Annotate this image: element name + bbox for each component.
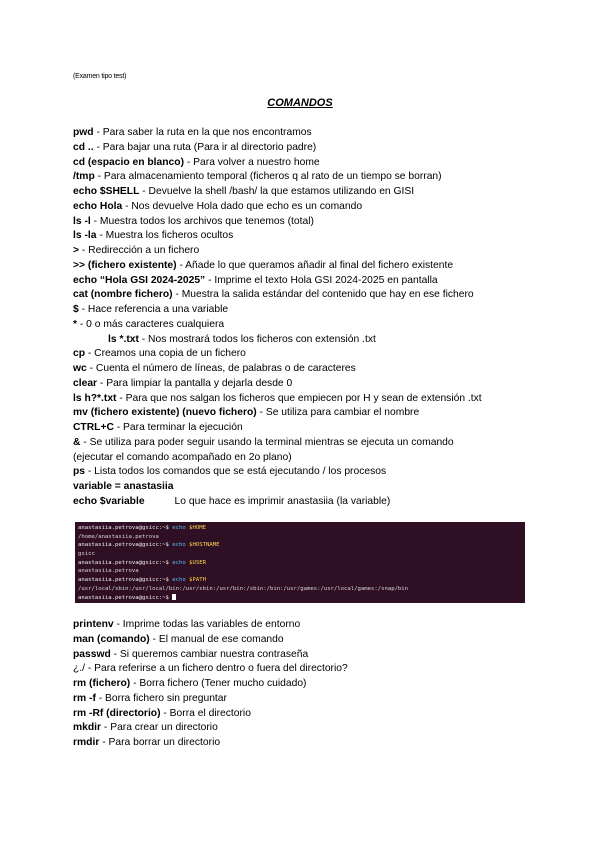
command-desc: - Devuelve la shell /bash/ la que estamos utilizando en GISI [139,186,415,197]
terminal-output: anastasiia.petrova [78,568,139,575]
command-desc: - Cuenta el número de líneas, de palabras o de caracteres [86,363,356,374]
terminal-line [78,541,522,550]
command-line [73,377,593,392]
command-desc: - Creamos una copia de un fichero [85,348,246,360]
command-name: printenv [73,619,114,630]
command-line [73,229,593,244]
command-line [73,736,593,751]
terminal-command: echo [172,577,190,584]
command-name: * [73,318,78,330]
command-desc: - Para saber la ruta en la que nos encontramos [93,127,312,138]
command-name: clear [73,377,98,389]
terminal-output: /home/anastasiia.petrova [78,533,159,540]
command-name: variable = anastasiia [73,481,174,492]
terminal-prompt: anastasiia.petrova@gsicc:~$ [78,594,173,601]
command-desc: - Muestra los ficheros ocultos [96,230,234,242]
command-line [73,288,593,303]
command-line [73,677,593,692]
command-line [73,707,593,722]
command-line [73,633,593,648]
command-desc: - Borra fichero sin preguntar [95,692,227,704]
commands-list [73,126,593,510]
command-desc: - Si queremos cambiar nuestra contraseña [110,648,309,660]
command-line [73,215,593,230]
terminal-cursor [172,594,176,600]
command-name: mv (fichero existente) (nuevo fichero) [73,407,257,419]
command-name: & [73,436,81,448]
command-desc: - Nos mostrará todos los ficheros con extensión .txt [138,333,376,345]
command-desc: - Para bajar una ruta (Para ir al directorio padre) [93,141,317,153]
command-line [73,436,593,451]
command-name: /tmp [73,171,95,183]
command-desc: (ejecutar el comando acompañado en 2o plano) [73,451,292,463]
page-title: COMANDOS [267,97,333,109]
command-name: echo $variable [73,495,145,507]
command-name: cp [73,348,86,360]
command-line [73,406,593,421]
command-name: ls -la [73,230,97,242]
terminal-output: gsicc [78,551,95,558]
command-line [73,274,593,289]
terminal-variable: $PATH [189,577,206,584]
command-line [73,156,593,171]
terminal-variable: $HOME [189,525,206,531]
command-line [73,141,593,156]
command-line [73,333,593,348]
command-name: ls h?*.txt [73,392,117,404]
command-name: rm -Rf (directorio) [73,707,161,719]
command-name: rm -f [73,692,96,704]
command-line [73,303,593,318]
command-desc: - Para crear un directorio [101,722,218,734]
command-name: echo “Hola GSI 2024-2025” [73,274,206,286]
command-line [73,495,593,510]
terminal-line [78,576,522,585]
terminal-prompt: anastasiia.petrova@gsicc:~$ [78,542,173,549]
command-name: CTRL+C [73,422,114,433]
command-name: mkdir [73,722,102,734]
terminal-line [78,524,522,533]
command-line [73,392,593,407]
command-desc: ¿./ - Para referirse a un fichero dentro o fuera del directorio? [73,663,348,675]
command-desc: - El manual de ese comando [149,633,284,645]
terminal-line [78,559,522,568]
command-desc: - Borra el directorio [160,707,251,719]
command-desc: - Para volver a nuestro home [184,156,320,168]
command-name: pwd [73,127,94,138]
command-line [73,465,593,480]
command-desc: - Lista todos los comandos que se está ejecutando / los procesos [85,466,387,478]
command-desc: - Imprime el texto Hola GSI 2024-2025 en pantalla [205,274,438,286]
command-desc: - Para almacenamiento temporal (ficheros q al rato de un tiempo se borran) [94,171,442,183]
command-desc: - Redirección a un fichero [79,245,200,256]
command-desc: - Para limpiar la pantalla y dejarla desde 0 [97,377,293,389]
command-name: cd .. [73,141,94,153]
command-line [73,721,593,736]
terminal-command: echo [172,525,190,531]
terminal-command: echo [172,542,190,549]
command-desc: - Borra fichero (Tener mucho cuidado) [130,678,307,689]
terminal-prompt: anastasiia.petrova@gsicc:~$ [78,525,173,531]
command-name: cd (espacio en blanco) [73,156,185,168]
terminal-variable: $HOSTNAME [189,542,220,549]
command-line [73,126,593,141]
command-name: passwd [73,648,111,660]
command-line [73,170,593,185]
terminal-command: echo [172,559,190,566]
command-desc: - Hace referencia a una variable [78,304,229,315]
command-line [73,421,593,436]
command-desc: - Para terminar la ejecución [113,422,243,433]
command-line [73,648,593,663]
commands-list-2 [73,618,593,751]
command-line [73,480,593,495]
command-desc: - Imprime todas las variables de entorno [113,619,301,630]
command-name: echo Hola [73,200,123,212]
command-name: echo $SHELL [73,186,140,197]
command-desc: - Se utiliza para cambiar el nombre [256,407,420,419]
command-desc: Lo que hace es imprimir anastasiia (la variable) [174,495,391,507]
command-desc: - 0 o más caracteres cualquiera [77,318,225,330]
command-name: ps [73,466,86,478]
terminal-screenshot [75,522,525,603]
terminal-output: /usr/local/sbin:/usr/local/bin:/usr/sbin:/usr/bin:/sbin:/bin:/usr/games:/usr/local/games:/snap/bin [78,585,409,592]
command-name: >> (fichero existente) [73,259,177,271]
command-line [73,362,593,377]
command-line [73,662,593,677]
command-desc: - Se utiliza para poder seguir usando la terminal mientras se ejecuta un comando [80,436,454,448]
command-line [73,347,593,362]
command-name: cat (nombre fichero) [73,289,173,301]
terminal-line [78,594,522,603]
command-desc: - Para borrar un directorio [99,737,221,748]
command-line [73,692,593,707]
command-desc: - Muestra la salida estándar del contenido que hay en ese fichero [172,289,474,301]
command-desc: - Nos devuelve Hola dado que echo es un comando [122,200,363,212]
terminal-prompt: anastasiia.petrova@gsicc:~$ [78,559,173,566]
terminal-variable: $USER [189,559,206,566]
command-line [73,318,593,333]
command-desc: - Muestra todos los archivos que tenemos (total) [90,215,314,227]
command-line [73,451,593,466]
command-name: wc [73,363,87,374]
terminal-prompt: anastasiia.petrova@gsicc:~$ [78,577,173,584]
command-name: ls -l [73,215,91,227]
command-name: ls *.txt [108,333,139,345]
command-name: rmdir [73,737,100,748]
command-desc: - Añade lo que queramos añadir al final del fichero existente [176,259,454,271]
command-line [73,618,593,633]
command-name: man (comando) [73,633,150,645]
command-line [73,244,593,259]
command-name: rm (fichero) [73,678,131,689]
exam-note: (Examen tipo test) [73,73,127,80]
command-line [73,259,593,274]
command-name: $ [73,304,79,315]
command-line [73,185,593,200]
command-line [73,200,593,215]
command-name: > [73,245,80,256]
command-desc: - Para que nos salgan los ficheros que empiecen por H y sean de extensión .txt [116,392,482,404]
